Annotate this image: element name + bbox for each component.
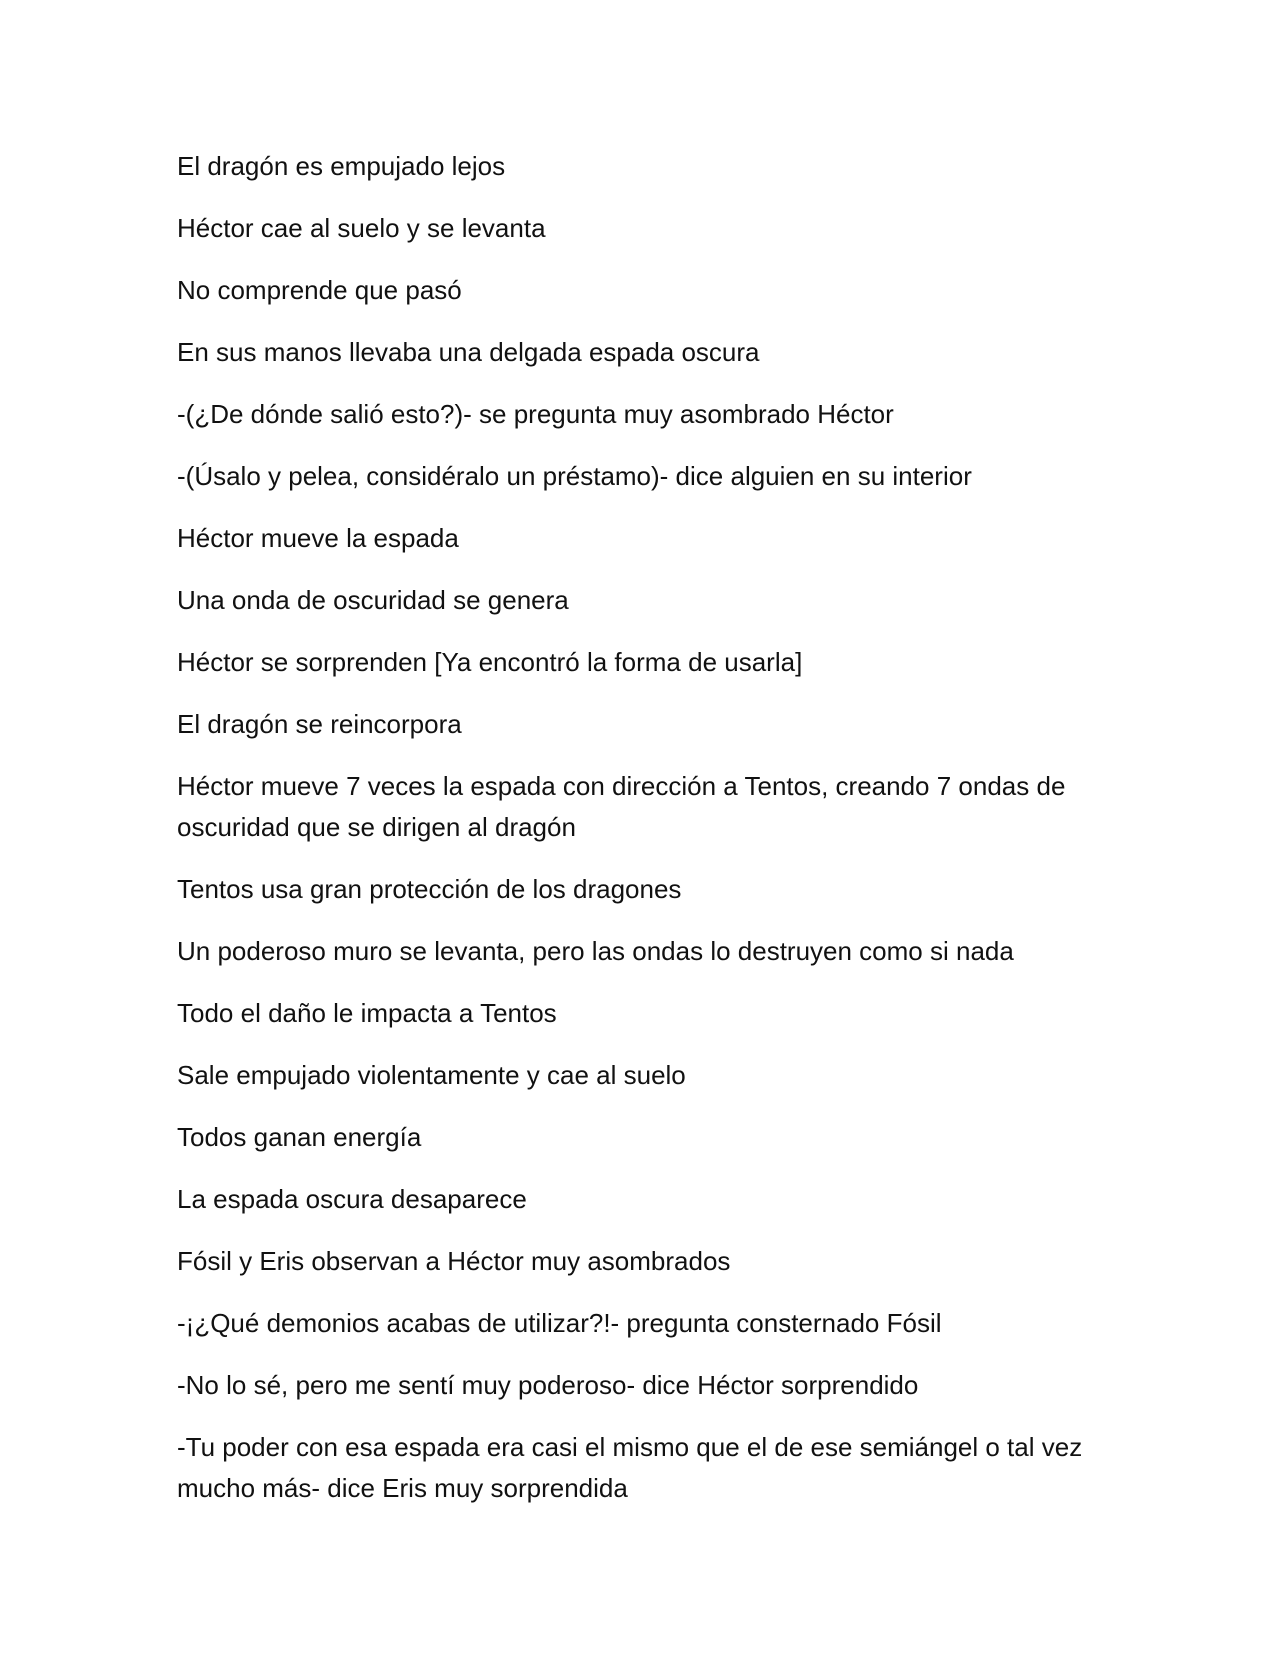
paragraph: -(¿De dónde salió esto?)- se pregunta muy asombrado Héctor — [177, 399, 894, 429]
paragraph: El dragón se reincorpora — [177, 709, 462, 739]
paragraph: Héctor mueve 7 veces la espada con dirección a Tentos, creando 7 ondas de oscuridad que se dirigen al dragón — [177, 771, 1066, 842]
paragraph: Héctor se sorprenden [Ya encontró la forma de usarla] — [177, 647, 803, 677]
paragraph: Héctor cae al suelo y se levanta — [177, 213, 546, 243]
paragraph: Tentos usa gran protección de los dragones — [177, 874, 682, 904]
paragraph: Un poderoso muro se levanta, pero las ondas lo destruyen como si nada — [177, 936, 1014, 966]
paragraph: La espada oscura desaparece — [177, 1184, 527, 1214]
paragraph: El dragón es empujado lejos — [177, 151, 506, 181]
paragraph: -No lo sé, pero me sentí muy poderoso- dice Héctor sorprendido — [177, 1370, 919, 1400]
paragraph: No comprende que pasó — [177, 275, 462, 305]
paragraph: -(Úsalo y pelea, considéralo un préstamo)- dice alguien en su interior — [177, 461, 972, 491]
paragraph: Todos ganan energía — [177, 1122, 422, 1152]
paragraph: Una onda de oscuridad se genera — [177, 585, 569, 615]
paragraph: Héctor mueve la espada — [177, 523, 459, 553]
document-body — [177, 146, 1097, 1530]
paragraph: Todo el daño le impacta a Tentos — [177, 998, 557, 1028]
paragraph: Fósil y Eris observan a Héctor muy asombrados — [177, 1246, 731, 1276]
paragraph: Sale empujado violentamente y cae al suelo — [177, 1060, 686, 1090]
paragraph: En sus manos llevaba una delgada espada oscura — [177, 337, 760, 367]
paragraph: -¡¿Qué demonios acabas de utilizar?!- pregunta consternado Fósil — [177, 1308, 942, 1338]
paragraph: -Tu poder con esa espada era casi el mismo que el de ese semiángel o tal vez mucho más- dice Eris muy sorprendida — [177, 1432, 1083, 1503]
